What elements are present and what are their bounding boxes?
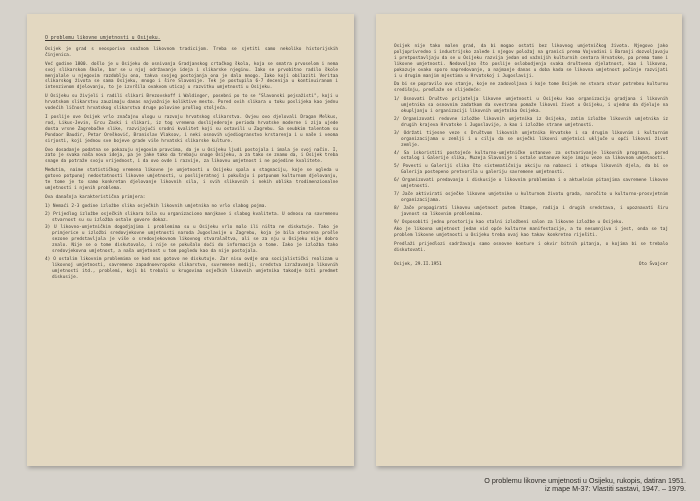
signature: Oto Švajcer xyxy=(638,262,668,268)
place-date: Osijek, 29.II.1951 xyxy=(394,262,442,268)
list-item: 7/ Jače aktivirati osječke likovne umjetnike u kulturnom životu grada, naročito u kulturno-prosvjetnim organizacijama. xyxy=(394,191,668,203)
paragraph: I poslije ove Osijek vrlo značajnu ulogu u razvoju hrvatskog slikarstva. Ovjeu ovo djelovali Dragan Melkus, rod, Likus-Jevin, Ercu Zaski i slikari, iz tog vremena doslijederoje perioda hrvatske moderne i zija ujede dosta vrsne Zagrebačke slike, razvijajući srodni kvalitet koji su ostavili u Zagrebu. Sa seubkim talentom su Pondaor Baudir, Petar Orešković, Branislav Vlaksov, i neki osnovih ujediogranstvo krstarenja i u naše i veoma sirjosti, koji jednou sve bojeve grade više hrvatski slikarske kulture. xyxy=(45,114,338,144)
signature-row xyxy=(394,262,668,268)
list-item: 4) O ostalim likovnim problemima se kod nas gotovo ne diskutuje. Zar nisu ovdje ona socijalistički realizam u likovnoj umjetnosti, savremeno zapadnoevropsko slikarstvo, suvremene mediji, sredstva izražavanja likovnih umjetnosti itd., problemi, koji bi trebali u krugovima osječkih likovnih umjetnika takodje biti predmet diskusije. xyxy=(45,257,338,280)
list-item: 3) U likovno-umjetničkim dogodjajima i problemima su u Osijeku vrlo malo ili ništa ne diskutuje. Tako je primjerice u izložbi sredovjekovne umjetnosti naroda Jugoslavije u Zagrebu, koja je bila otvorena prošle sezone predstavljala je više o sredovjekovnom likovnog stvaralaštva, ali se za nju u Osijeku nije dobro znalo. Nije se o tome diskutovalo, i nije se pokušalo doći do informacija o tome. Iako je izložba tako sredovjekovna umjetnost, a naša umjetnost u tom pogledu kao da nije postojala. xyxy=(45,225,338,255)
paragraph: Već godine 1800. došlo je u Osijeku do osnivanja Gradjanskog crtačkog škola, koja se smatra prvoselom i nema svoj slikarskom škole, bar se u njoj održavanje ideja i slikarske njeginu. Iako se prvobitno radilo škole menjalale u njegovim razdoblju ona, takva svojeg postojanja ona je dala mnogo. Iako koji obilaziti Veritaa slikarskog života se sama Osijeku, mnogo i šire Slavonije. Tek je postupila 6-7 decenija u kontinuiranom i intenzivnom djelovanju, to je izvršila ovakvom uticaj u razvitku umjetnosti u Osijeku. xyxy=(45,61,338,91)
paragraph: Da bi se popravilo ovo stanje, koje ne zadovoljava i koje tome Osijek ne stvara stvar potrebnu kulturnu središnju, predlaže se slijedeće: xyxy=(394,82,668,94)
list-item: 3/ Održati tijesne veze s Društvom likovnih umjetnika Hrvatske i sa drugim likovnim i kulturnim organizacijama u zemlji i u cilju da se osječki likovni umjetnici uključe u opći likovni život zemlje. xyxy=(394,130,668,148)
list-item: 1/ Osnovati Društvo prijatelja likovne umjetnosti u Osijeku kao organizaciju gradjana i likovnih umjetnika sa osnovnim zadatkom da svestrano pomaže likovni život u Osijeku, i ujedno da djeluje na okupljanju i organizaciji likovnih umjetnika Osijeka. xyxy=(394,97,668,115)
numbered-list xyxy=(394,97,668,225)
list-item: 5/ Povesti u Galeriji slika što sistematičniju akciju na nabavci i otkupu likovnih djela, da bi se Galerija postepeno pretvorila u galeriju savremene umjetnosti. xyxy=(394,164,668,176)
list-item: 2/ Organizovati redovne izložbe likovnih umjetnika iz Osijeka, zatim izložbe likovnih umjetnika iz drugih krajeva Hrvatske i Jugoslavije, a kao i izložbe strane umjetnosti. xyxy=(394,116,668,128)
paragraph: Ova današnja karakteristična primjera: xyxy=(45,194,146,200)
document-page-left xyxy=(27,14,354,466)
paragraph: Međutim, naime statističkog vremena likovne je umjetnosti u Osijeku spala u stagnaciju, koje se ogleda u gotovo potpunoj nedostatnosti likovne umjetnosti, u poslijeratnoj i pokušaju i potpunom kulturnom djelovanju, te tome je to samo konkretan djelovanje likovnih sila, i svih slikovnih i nekih oblika trodimenzionalne umjetnosti i njenih problema. xyxy=(45,168,338,191)
document-title: O problemu likovne umjetnosti u Osijeku. xyxy=(45,36,161,41)
list-item: 2) Prijedlog izložbe osječkih slikara bila su organizaciono manjkave i slabog kvaliteta. U odnosu na savremenu stvarnost su su izložba ostale govore dokaz. xyxy=(45,211,338,223)
photo-caption xyxy=(426,477,686,494)
closing-paragraph: Predlaži prijedlozi sadržavaju samo osnovne konture i okvir bitnih pitanja, o kojima bi se trebalo diskutovati. xyxy=(394,242,668,254)
numbered-list xyxy=(45,204,338,281)
caption-line: O problemu likovne umjetnosti u Osijeku, rukopis, datiran 1951. xyxy=(484,476,686,485)
closing-paragraph: Ako je likovna umjetnost jedan vid opće kulturne manifestacije, a to nesumnjivo i jest, onda se taj problem likovne umjetnosti u Osijeku treba ovaj kao takav konkretno riješiti. xyxy=(394,227,668,239)
caption-line: iz mape M-37: Vlastiti sastavi, 1947. – 1979. xyxy=(544,484,686,494)
paragraph: U Osijeku su živjeli i radili slikari Brezovskoff i Waldinger, posebni po to se "Slavonski pejsažisti", koji u hrvatskom slikarstvu zauzimaju danas najvažnije koliktive mesto. Pored ovih slikara u toku poslijeka kao jednu vodećih ličnost hrvatskog slikarstva druge polovine prošlog stoljeća. xyxy=(45,94,338,112)
list-item: 8/ Jače propagirati likovnu umjetnost putem štampe, radija i drugih sredstava, i upoznavati širu javnost sa likovnim problemima. xyxy=(394,205,668,217)
paragraph: Osijek nije tako malen grad, da bi mogao ostati bez likovnog umjetničkog života. Njegovo jako poljoprivredno i industrijsko zaleđe i njegov položaj na granici prema Vojvodini i Baranji dozvoljavaju i pretpostavljaju da se u Osijeku razvija jedan od važnijih kulturnih centara Hrvatske, pa prema tome i likovne umjetnosti. Nedovoljno što poslije oslobodjenja svaka društvena djelatnost, kao i likovna, pokazuje ovako sporo napredovanje, a najmanje danas u doba kada se likovna umjetnost počinje razvijati i u drugim manjim mjestima u Hrvatskoj i Jugoslaviji. xyxy=(394,44,668,79)
list-item: 1) Nemaći 2-3 godine izložbe slika osječkih likovnih umjetnika no vrlo slabog pojma. xyxy=(45,203,268,209)
list-item: 9/ Osposobiti jednu prostoriju kao stalni izložbeni salon za likovne izložbe u Osijeku. xyxy=(394,219,624,225)
list-item: 6/ Organizovati predavanja i diskusije o likovnim problemima i o aktuelnim pitanjima savremene likovne umjetnosti. xyxy=(394,178,668,190)
list-item: 4/ Sa iskoristiti postojeće kulturno-umjetničke ustanove za ostvarivanje likovnih programa, pored ostalog i Galerije slika, Muzeja Slavonije i ostale ustanove koje imaju veze sa likovnom umjetnosti. xyxy=(394,150,668,162)
paragraph: Ovo dosadanje podatna se pokazuju njegovim pravcima, da je u Osijeku ljudi postojala i imala je svoj način. I, zato je svaka naša nova ideja, pa je jake tako da trebaju snage Osijeku, a za tako se znamo da, i Osijek treba snage da potraže svoju vrijednost, i da ovo ovde i razvije, za likovnu umjetnost i ne pojedine kvalitete. xyxy=(45,147,338,165)
document-page-right xyxy=(376,14,682,466)
paragraph: Osijek je grad s neosporivo snažnom likovnom tradicijom. Treba se sjetiti samo nekoliko historijskih činjenica. xyxy=(45,46,338,58)
